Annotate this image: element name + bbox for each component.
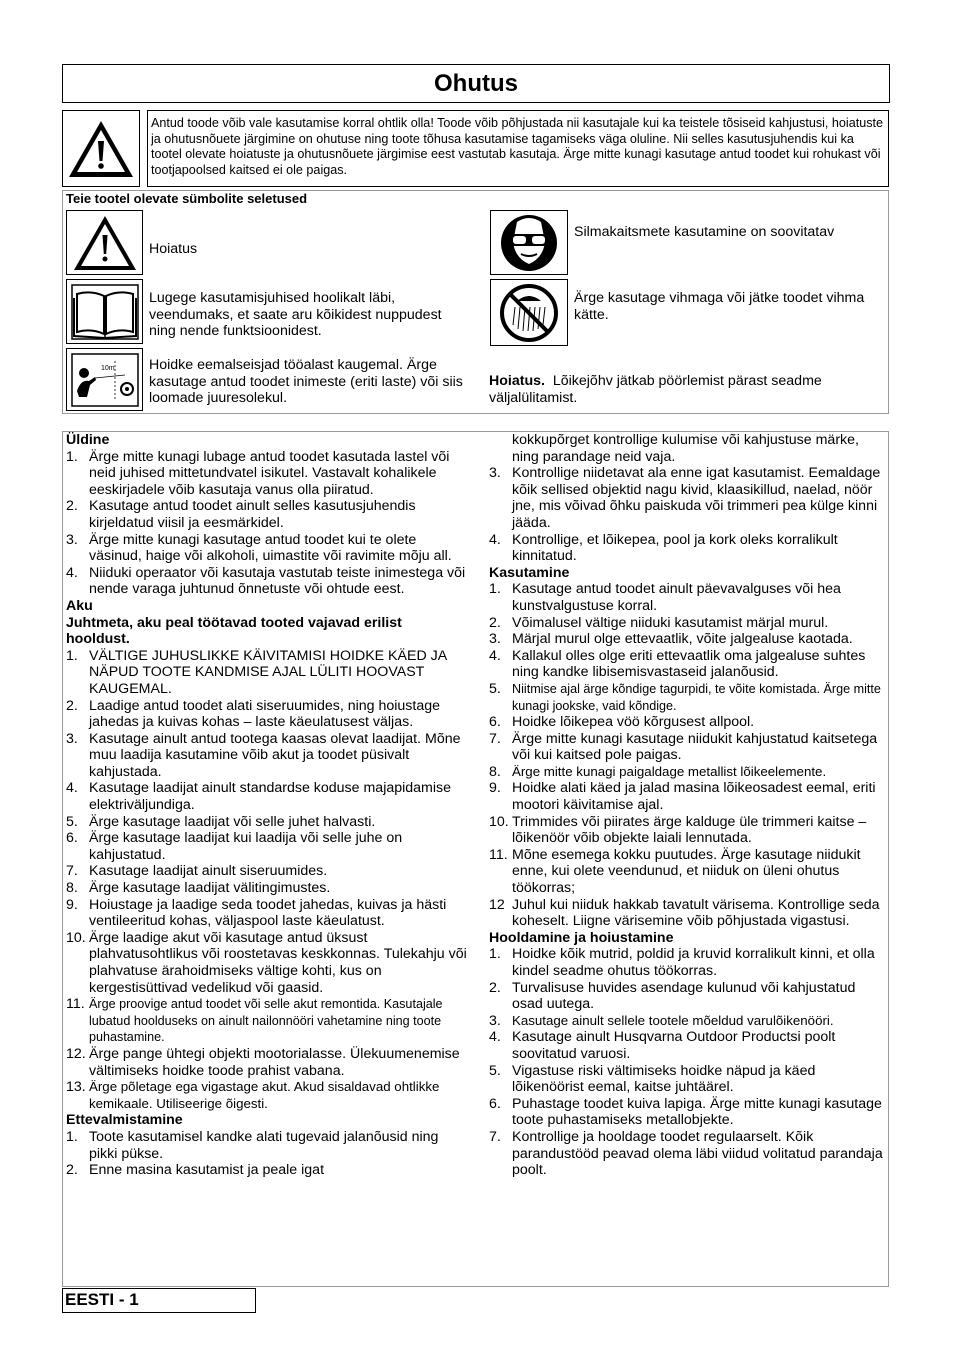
item-text: Kasutage antud toodet ainult selles kasutusjuhendis kirjeldatud viisil ja eesmärkidel. [89, 498, 416, 531]
item-text: Toote kasutamisel kandke alati tugevaid jalanõusid ning pikki pükse. [89, 1128, 439, 1162]
item-number: 12. [66, 1045, 86, 1062]
warning-label: Hoiatus [149, 241, 198, 257]
item-text: Turvalisuse huvides asendage kulunud või kahjustatud osad uutega. [512, 979, 856, 1013]
list-item [66, 731, 468, 781]
goggles-symbol [490, 210, 568, 275]
list-item [66, 532, 468, 565]
item-number: 4. [489, 1029, 501, 1046]
distance-text: Hoidke eemalseisjad tööalast kaugemal. Ärge kasutage antud toodet inimeste (eriti laste) või siis loomade juuresolekul. [149, 357, 463, 407]
list-item [489, 681, 887, 714]
list-item [66, 880, 468, 897]
item-number: 1. [489, 946, 501, 963]
list-item [489, 980, 887, 1013]
item-text: Puhastage toodet kuiva lapiga. Ärge mitte kunagi kasutage toote puhastamiseks metallobjekte. [512, 1095, 882, 1129]
list-item [66, 996, 468, 1046]
list-item [66, 449, 468, 499]
rain-text: Ärge kasutage vihmaga või jätke toodet vihma kätte. [574, 290, 865, 323]
item-text: Hoidke lõikepea vöö kõrgusest allpool. [512, 714, 755, 731]
item-text: Kontrollige ja hooldage toodet regulaarselt. Kõik parandustööd peavad olema läbi viidud volitatud parandaja poolt. [512, 1128, 883, 1179]
symbols-heading: Teie tootel olevate sümbolite seletused [66, 191, 308, 206]
item-number: 3. [66, 730, 78, 747]
list-item [489, 714, 887, 731]
item-text: Vigastuse riski vältimiseks hoidke näpud ja käed lõikenöörist eemal, kaitse juhtäärel. [512, 1062, 816, 1096]
page-title: Ohutus [434, 70, 518, 97]
item-text: Hoiustage ja laadige seda toodet jahedas, kuivas ja hästi ventileeritud kohas, väljaspool laste käeulatust. [89, 896, 447, 930]
section-heading: Hooldamine ja hoiustamine [489, 929, 674, 946]
warning-symbol [66, 210, 143, 275]
item-text: Kallakul olles olge eriti ettevaatlik oma jalgealuse suhtes ning kandke libisemisvastaseid jalanõusid. [512, 647, 866, 681]
item-number: 6. [489, 1095, 501, 1112]
item-text: Kasutage laadijat ainult standardse koduse majapidamise elektriväljundiga. [89, 780, 452, 814]
item-text: Võimalusel vältige niiduki kasutamist märjal murul. [512, 614, 829, 631]
left-column [66, 432, 468, 1179]
item-number: 13. [66, 1079, 86, 1096]
item-text: Laadige antud toodet alati siseruumides, ning hoiustage jahedas ja kuivas kohas – laste käeulatusest väljas. [89, 697, 440, 731]
list-item [66, 498, 468, 531]
list-item [489, 1013, 887, 1030]
item-number: 9. [489, 780, 501, 797]
section-heading: Kasutamine [489, 564, 570, 581]
safety-rules-section [62, 431, 889, 1287]
list-item [489, 615, 887, 632]
item-number: 4. [489, 647, 501, 664]
bystander-distance-icon [69, 351, 141, 409]
page-footer: EESTI - 1 [65, 1290, 139, 1309]
item-text: Hoidke kõik mutrid, poldid ja kruvid korralikult kinni, et olla kindel seadme ohutus töökorras. [512, 946, 875, 979]
item-text: Kasutage ainult Husqvarna Outdoor Productsi poolt soovitatud varuosi. [512, 1029, 836, 1062]
item-number: 8. [66, 880, 78, 897]
item-number: 5. [66, 813, 78, 830]
list-item [489, 581, 887, 614]
item-text: Ärge mitte kunagi lubage antud toodet kasutada lastel või neid juhised mittetundvatel isikutel. Vastavalt kohalikele eeskirjadele võib kasutaja vanus olla piiratud. [89, 448, 450, 498]
list-item [66, 863, 468, 880]
item-number: 1. [66, 647, 78, 664]
list-item [66, 814, 468, 831]
list-item [489, 780, 887, 813]
item-number: 10. [66, 929, 86, 946]
list-item [66, 1162, 468, 1179]
item-text: Ärge proovige antud toodet või selle akut remontida. Kasutajale lubatud hoolduseks on ainult nailonnööri vahetamine ning toote puhastamine. [89, 997, 443, 1045]
item-number: 7. [489, 1128, 501, 1145]
list-item [489, 847, 887, 897]
rain-symbol [490, 279, 568, 346]
list-item [489, 648, 887, 681]
item-number: 7. [489, 730, 501, 747]
list-item [489, 814, 887, 847]
item-number: 2. [66, 498, 78, 515]
list-item [66, 930, 468, 996]
item-text: Mõne esemega kokku puutudes. Ärge kasutage niidukit enne, kui olete veendunud, et niiduk on üleni ohutus töökorras; [512, 846, 861, 897]
item-number: 11. [66, 996, 85, 1013]
blade-warning-text: Lõikejõhv jätkab pöörlemist pärast seadme väljalülitamist. [489, 373, 822, 406]
item-number: 5. [489, 680, 501, 697]
item-text: Kasutage ainult sellele tootele mõeldud varulõikenööri. [512, 1012, 834, 1028]
item-text: Hoidke alati käed ja jalad masina lõikeosadest eemal, eriti mootori käivitamise ajal. [512, 780, 876, 814]
list-item [66, 565, 468, 598]
distance-sign-text: 10m [100, 364, 115, 372]
section-heading: Üldine [66, 432, 110, 448]
list-item [489, 731, 887, 764]
safety-goggles-icon [493, 212, 565, 274]
distance-symbol [66, 348, 143, 411]
item-text: Enne masina kasutamist ja peale igat [89, 1162, 325, 1179]
no-rain-icon [493, 281, 565, 345]
item-number: 12 [489, 896, 505, 913]
warning-icon-box [62, 110, 140, 187]
item-number: 1. [66, 1128, 78, 1145]
item-text: Märjal murul olge ettevaatlik, võite jalgealuse kaotada. [512, 631, 853, 648]
item-number: 2. [66, 1162, 78, 1179]
item-number: 2. [489, 979, 501, 996]
list-item [66, 780, 468, 813]
item-number: 5. [489, 1062, 501, 1079]
item-number: 1. [489, 581, 501, 598]
section-heading: Aku [66, 597, 93, 614]
item-number: 4. [66, 564, 78, 581]
goggles-text: Silmakaitsmete kasutamine on soovitatav [574, 224, 835, 240]
item-text: Ärge kasutage laadijat välitingimustes. [89, 880, 331, 897]
item-text: Kasutage antud toodet ainult päevavalguses või hea kunstvalgustuse korral. [512, 581, 841, 614]
item-text: Ärge pange ühtegi objekti mootorialasse. Ülekuumenemise vältimiseks hoidke toode prahist vabana. [89, 1045, 460, 1079]
item-text: Juhul kui niiduk hakkab tavatult värisema. Kontrollige seda koheselt. Liigne värisemine võib põhjustada vigastusi. [512, 896, 880, 930]
item-text: Niitmise ajal ärge kõndige tagurpidi, te võite komistada. Ärge mitte kunagi jookske, vaid kõndige. [512, 681, 881, 713]
paragraph: kokkupõrget kontrollige kulumise või kahjustuse märke, ning parandage neid vaja. [512, 432, 859, 465]
right-column [489, 432, 887, 1179]
open-book-icon [69, 282, 141, 342]
list-item [489, 946, 887, 979]
item-number: 4. [66, 780, 78, 797]
intro-text: Antud toode võib vale kasutamise korral ohtlik olla! Toode võib põhjustada nii kasutajale kui ka teistele tõsiseid kahjustusi, hoiatuste ja ohutusnõuete järgimine on ohutuse ning toote tõhusa kasutamise tagamiseks väga oluline. Nii selles kasutusjuhendis kui ka tootel olevate hoiatuste ja ohutusnõuete järgimise eest vastutab kasutaja. Ärge mitte kunagi kasutage antud toodet kui rohukast või tootjapoolsed kaitsed ei ole paigas. [147, 110, 889, 187]
item-number: 2. [489, 614, 501, 631]
list-item [66, 1046, 468, 1079]
item-text: Ärge mitte kunagi kasutage niidukit kahjustatud kaitsetega või kui kaitsed pole paigas. [512, 730, 878, 764]
item-number: 4. [489, 531, 501, 548]
section-heading: Ettevalmistamine [66, 1112, 183, 1129]
warning-triangle-icon [63, 111, 139, 186]
list-item [489, 631, 887, 648]
list-item [66, 648, 468, 698]
list-item [489, 532, 887, 565]
list-item [66, 897, 468, 930]
item-number: 6. [66, 830, 78, 847]
symbols-section [62, 190, 889, 414]
blade-warning-label: Hoiatus. [489, 373, 545, 389]
item-text: Ärge laadige akut või kasutage antud üksust plahvatusohtlikus või roostetavas keskkonnas. Tulekahju või plahvatuse ärahoidmiseks vältige kohti, kus on kergestisüttivad vedelikud või gaasid. [89, 929, 467, 996]
item-number: 1. [66, 448, 78, 465]
item-text: Ärge mitte kunagi kasutage antud toodet kui te olete väsinud, haige või alkoholi, uimastite või ravimite mõju all. [89, 531, 452, 565]
item-number: 10. [489, 813, 509, 830]
item-text: Kontrollige niidetavat ala enne igat kasutamist. Eemaldage kõik sellised objektid nagu kivid, klaasikillud, naelad, nöör jne, mis võivad õhku paiskuda või trimmeri pea külge kinni jääda. [512, 465, 881, 531]
warning-triangle-icon [70, 213, 140, 273]
blade-warning [489, 373, 869, 406]
item-number: 8. [489, 763, 501, 780]
list-item [489, 1129, 887, 1179]
list-item [489, 1096, 887, 1129]
footer-box [62, 1288, 256, 1313]
item-number: 2. [66, 697, 78, 714]
item-number: 3. [66, 531, 78, 548]
list-item [489, 1029, 887, 1062]
item-text: Ärge kasutage laadijat või selle juhet halvasti. [89, 813, 376, 830]
item-text: Kasutage ainult antud tootega kaasas olevat laadijat. Mõne muu laadija kasutamine võib akut ja toodet püsivalt kahjustada. [89, 730, 461, 780]
list-item [66, 698, 468, 731]
manual-text: Lugege kasutamisjuhised hoolikalt läbi, veendumaks, et saate aru kõikidest nuppudest ning nende funktsioonidest. [149, 290, 442, 340]
item-number: 7. [66, 863, 78, 880]
item-number: 3. [489, 1012, 501, 1029]
item-text: Ärge mitte kunagi paigaldage metallist lõikeelemente. [512, 763, 827, 779]
list-item [489, 764, 887, 781]
item-number: 3. [489, 631, 501, 648]
item-number: 6. [489, 714, 501, 731]
list-item [66, 1079, 468, 1112]
item-text: Niiduki operaator või kasutaja vastutab teiste inimestega või nende varaga juhtunud õnnetuste või ohtude eest. [89, 564, 466, 598]
item-text: Ärge põletage ega vigastage akut. Akud sisaldavad ohtlikke kemikaale. Utiliseerige õigesti. [89, 1079, 440, 1111]
item-text: Ärge kasutage laadijat kui laadija või selle juhe on kahjustatud. [89, 830, 403, 863]
item-number: 3. [489, 465, 501, 482]
list-item [489, 465, 887, 531]
item-number: 9. [66, 896, 78, 913]
list-item [66, 830, 468, 863]
section-heading: Juhtmeta, aku peal töötavad tooted vajavad erilist hooldust. [66, 614, 402, 648]
item-text: Trimmides või piirates ärge kalduge üle trimmeri kaitse – lõikenöör võib objekte laiali lennutada. [512, 813, 867, 847]
list-item [66, 1129, 468, 1162]
item-number: 11. [489, 846, 508, 863]
list-item [489, 897, 887, 930]
item-text: Kasutage laadijat ainult siseruumides. [89, 863, 328, 880]
item-text: Kontrollige, et lõikepea, pool ja kork oleks korralikult kinnitatud. [512, 531, 838, 565]
manual-symbol [66, 279, 143, 344]
item-text: VÄLTIGE JUHUSLIKKE KÄIVITAMISI HOIDKE KÄED JA NÄPUD TOOTE KANDMISE AJAL LÜLITI HOOVAST KAUGEMAL. [89, 647, 447, 697]
title-box [62, 64, 890, 103]
list-item [489, 1063, 887, 1096]
